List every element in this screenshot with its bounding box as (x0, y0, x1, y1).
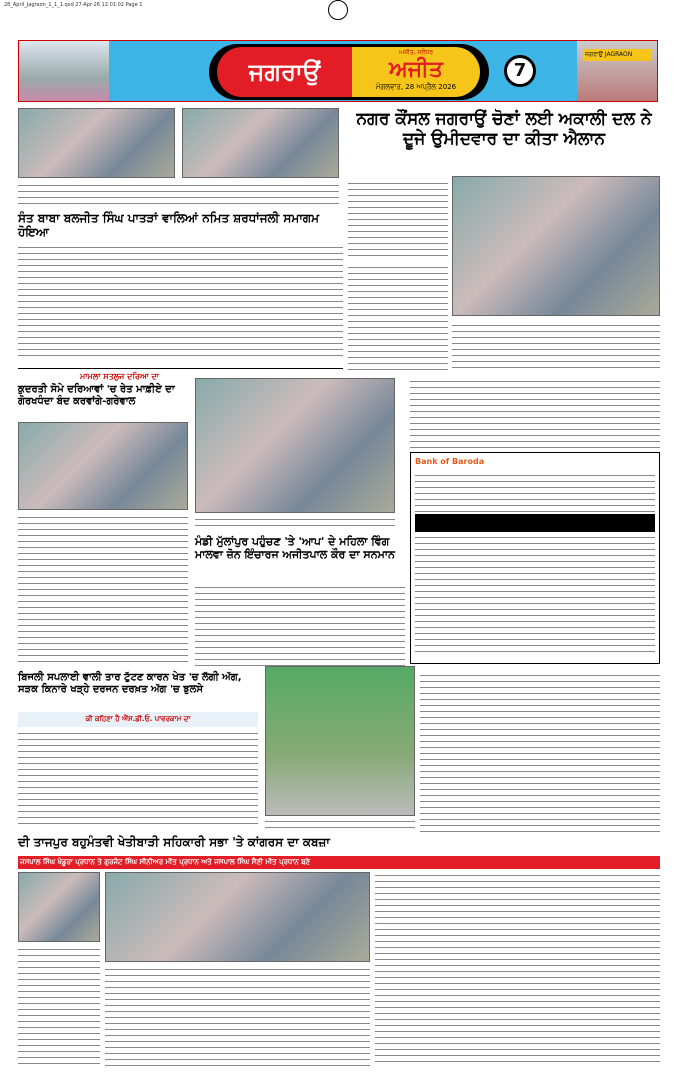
caption (18, 182, 339, 204)
paper-name: ਅਜੀਤ (389, 57, 443, 82)
page-number: 7 (504, 55, 536, 87)
article-text (452, 322, 660, 372)
article-text (410, 378, 660, 448)
photo (452, 176, 660, 316)
caption (195, 516, 395, 530)
date: ਮੰਗਲਵਾਰ, 28 ਅਪ੍ਰੈਲ 2026 (375, 83, 457, 91)
article-text (18, 514, 188, 664)
photo (105, 872, 370, 962)
subhead: ਜਸਪਾਲ ਸਿੰਘ ਖੰਡੂਰਾ ਪ੍ਰਧਾਨ ਤੇ ਗੁਰਜੰਟ ਸਿੰਘ ਸੀਨੀਅਰ ਮੀਤ ਪ੍ਰਧਾਨ ਅਤੇ ਜਸਪਾਲ ਸਿੰਘ ਸੈਣੀ ਮੀਤ ਪ੍ਰਧਾਨ ਬਣੇ (18, 856, 660, 869)
article-text (18, 946, 100, 1066)
photo (195, 378, 395, 513)
photo (18, 422, 188, 510)
photo (18, 108, 175, 178)
bank-name: Bank of Baroda (415, 457, 485, 466)
kicker: ਮਾਮਲਾ ਸਤਲੁਜ ਦਰਿਆ ਦਾ (80, 372, 160, 381)
article-text (18, 244, 343, 360)
paper-block (352, 47, 480, 97)
headline: ਕੁਦਰਤੀ ਸੋਮੇ ਦਰਿਆਵਾਂ 'ਚ ਰੇਤ ਮਾਫ਼ੀਏ ਦਾ ਗੋਰਖਧੰਦਾ ਬੰਦ ਕਰਵਾਂਗੇ-ਗਰੇਵਾਲ (18, 384, 175, 407)
caption (265, 818, 415, 830)
city-name: ਜਗਰਾਉਂ (217, 47, 352, 97)
registration-mark-icon (328, 0, 348, 20)
masthead (18, 40, 658, 102)
article-text (348, 180, 448, 260)
article-text (348, 264, 448, 374)
article-text (420, 672, 660, 832)
photo (265, 666, 415, 816)
headline: ਮੰਡੀ ਮੁੱਲਾਂਪੁਰ ਪਹੁੰਚਣ 'ਤੇ 'ਆਪ' ਦੇ ਮਹਿਲਾ ਵਿੰਗ ਮਾਲਵਾ ਜ਼ੋਨ ਇੰਚਾਰਜ ਅਜੀਤਪਾਲ ਕੌਰ ਦਾ ਸਨਮਾਨ (195, 535, 395, 561)
article-text (105, 966, 370, 1066)
masthead-logo (209, 44, 489, 100)
headline: ਸੰਤ ਬਾਬਾ ਬਲਜੀਤ ਸਿੰਘ ਪਾਤੜਾਂ ਵਾਲਿਆਂ ਨਮਿਤ ਸ਼ਰਧਾਂਜਲੀ ਸਮਾਗਮ ਹੋਇਆ (18, 211, 319, 239)
headline: ਬਿਜਲੀ ਸਪਲਾਈ ਵਾਲੀ ਤਾਰ ਟੁੱਟਣ ਕਾਰਨ ਖੇਤ 'ਚ ਲੱਗੀ ਅੱਗ, ਸੜਕ ਕਿਨਾਰੇ ਖੜ੍ਹੇ ਦਰਜਨ ਦਰਖ਼ਤ ਅੱਗ 'ਚ ਝੁਲਸੇ (18, 672, 242, 695)
photo (182, 108, 339, 178)
page-slug: 28_April_Jagraon_1_1_1.qxd 27-Apr-26 12:01:02 Page 1 (4, 2, 143, 8)
edition: ਅਜੀਤ, ਜਲੰਧਰ (398, 49, 433, 56)
masthead-photo-left (19, 41, 109, 102)
subhead: ਕੀ ਕਹਿਣਾ ਹੈ ਐੱਸ.ਡੀ.ਓ. ਪਾਵਰਕਾਮ ਦਾ (18, 712, 258, 727)
masthead-photo-right (577, 41, 657, 102)
article-text (375, 872, 660, 1066)
photo (18, 872, 100, 942)
article-text (18, 730, 258, 826)
headline: ਨਗਰ ਕੌਂਸਲ ਜਗਰਾਉਂ ਚੋਣਾਂ ਲਈ ਅਕਾਲੀ ਦਲ ਨੇ ਦੂਜੇ ਉਮੀਦਵਾਰ ਦਾ ਕੀਤਾ ਐਲਾਨ (356, 109, 652, 149)
headline: ਦੀ ਤਾਜਪੁਰ ਬਹੁਮੰਤਵੀ ਖੇਤੀਬਾੜੀ ਸਹਿਕਾਰੀ ਸਭਾ 'ਤੇ ਕਾਂਗਰਸ ਦਾ ਕਬਜ਼ਾ (18, 835, 330, 849)
divider (18, 368, 343, 369)
bank-ad (410, 452, 660, 664)
city-sign: ਜਗਰਾਉਂ JAGRAON (583, 49, 651, 61)
article-text (195, 584, 405, 670)
